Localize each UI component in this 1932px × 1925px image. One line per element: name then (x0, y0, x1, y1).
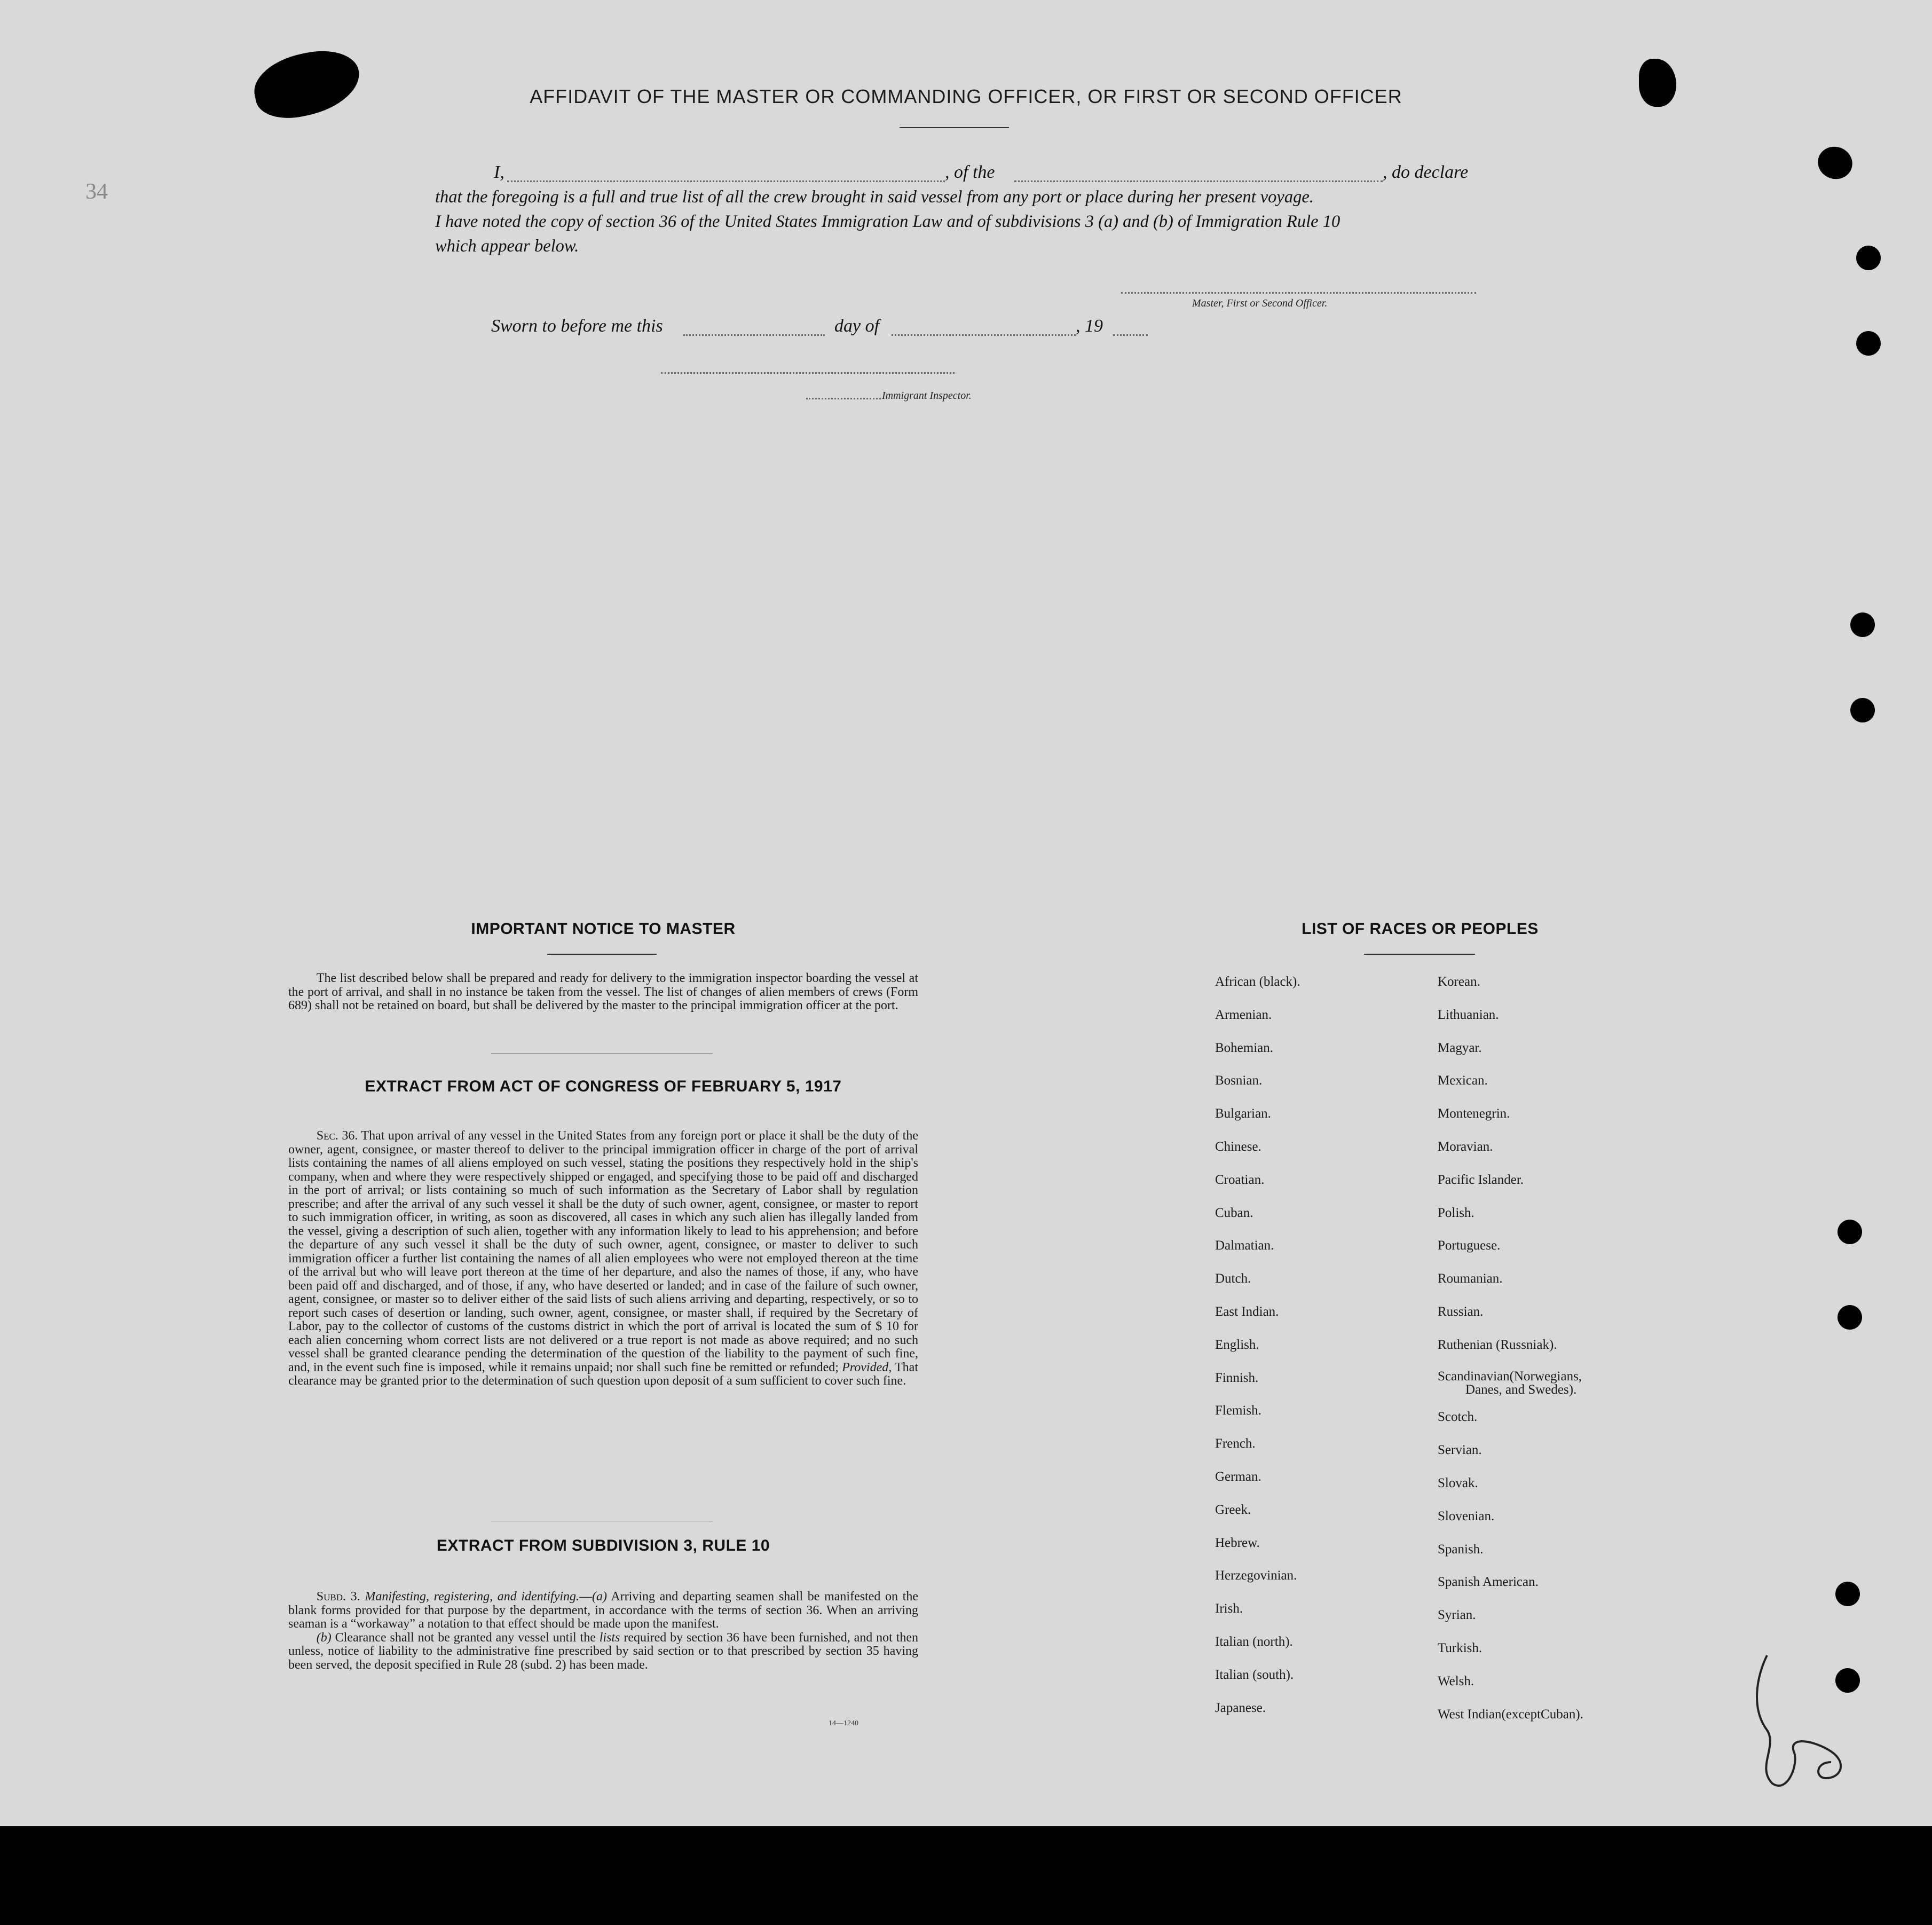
race-item: Turkish. (1438, 1641, 1482, 1655)
race-item: Bulgarian. (1215, 1106, 1271, 1121)
declaration-line-2: that the foregoing is a full and true list of all the crew brought in said vessel from any port or place during her present voyage. (435, 187, 1314, 207)
extract-rule-title: EXTRACT FROM SUBDIVISION 3, RULE 10 (436, 1537, 770, 1554)
do-declare-label: , do declare (1383, 162, 1469, 182)
punch-hole (1856, 246, 1881, 270)
race-item: Pacific Islander. (1438, 1172, 1524, 1187)
sworn-label: Sworn to before me this (491, 316, 663, 336)
race-item: Greek. (1215, 1502, 1251, 1517)
race-item: Dutch. (1215, 1271, 1251, 1286)
race-item: Ruthenian (Russniak). (1438, 1337, 1557, 1352)
race-item: Spanish American. (1438, 1575, 1539, 1590)
section-36-text: That upon arrival of any vessel in the United States from any foreign port or place it shall be the duty of the owner, agent, consignee, or master thereof to deliver to the principal immigration officer in charge of the port of arrival lists containing the names of all aliens employed on such vessel, stating the positions they respectively hold in the ship's company, when and where they were respectively shipped or engaged, and specifying those to be paid off and discharged in the port of arrival; or lists containing so much of such information as the Secretary of Labor shall by regulation prescribe; and after the arrival of any such vessel it shall be the duty of such owner, agent, consignee, or master to report to such immigration officer, in writing, as soon as discovered, all cases in which any such alien has illegally landed from the vessel, giving a description of such alien, together with any information likely to lead to his apprehension; and before the departure of any such vessel it shall be the duty of such owner, agent, consignee, or master to deliver to such immigration officer a further list containing the names of all alien employees who were not employed thereon at the time of the arrival but who will leave port thereon at the time of her departure, and also the names of those, if any, who have been paid off and discharged, and of those, if any, who have deserted or landed; and in case of the failure of such owner, agent, consignee, or master so to deliver either of the said lists of such aliens arriving and departing, respectively, or so to report such cases of desertion or landing, such owner, agent, consignee, or master shall, if required by the Secretary of Labor, pay to the collector of customs of the customs district in which the port of arrival is located the sum of $ 10 for each alien concerning whom correct lists are not delivered or a true report is not made as above required; and no such vessel shall be granted clearance pending the determination of the question of the liability to the payment of such fine, and, in the event such fine is imposed, while it remains unpaid; nor shall such fine be remitted or refunded; (288, 1129, 918, 1374)
subd-a-paragraph: Subd. 3. Manifesting, registering, and identifying.—(a) Arriving and departing seamen shall be manifested on the blank forms provided for that purpose by the department, in accordance with the terms of section 36. When an arriving seaman is a “workaway” a notation to that effect should be made upon the manifest. (288, 1590, 919, 1631)
race-item: Roumanian. (1438, 1271, 1503, 1286)
race-item: Japanese. (1215, 1700, 1266, 1715)
race-item: Magyar. (1438, 1040, 1482, 1055)
races-rule (1364, 954, 1475, 955)
race-item: Lithuanian. (1438, 1007, 1499, 1022)
margin-mark: 34 (85, 179, 108, 204)
form-number: 14—1240 (829, 1719, 858, 1727)
race-item: Dalmatian. (1215, 1238, 1274, 1253)
race-item: Spanish. (1438, 1542, 1484, 1557)
officer-caption: Master, First or Second Officer. (1192, 297, 1328, 309)
provided-label: Provided, (842, 1360, 892, 1374)
year-label: , 19 (1076, 316, 1103, 336)
punch-hole (1838, 1305, 1862, 1330)
race-item: Bosnian. (1215, 1073, 1263, 1088)
inspector-caption: Immigrant Inspector. (882, 390, 972, 402)
race-item: Welsh. (1438, 1673, 1474, 1688)
subd-a-label: (a) (592, 1590, 608, 1604)
subd-b-text-1: Clearance shall not be granted any vessel until the (335, 1630, 596, 1645)
vessel-field[interactable] (1014, 180, 1383, 182)
race-item: Hebrew. (1215, 1535, 1260, 1550)
race-item: Italian (north). (1215, 1635, 1293, 1649)
race-item: Portuguese. (1438, 1238, 1501, 1253)
subd-b-label: (b) (316, 1630, 332, 1645)
subd-b-paragraph (288, 1631, 918, 1672)
sec-label: Sec. 36. (316, 1129, 358, 1143)
race-item: Irish. (1215, 1601, 1243, 1616)
affidavit-title: AFFIDAVIT OF THE MASTER OR COMMANDING OFFICER, OR FIRST OR SECOND OFFICER (530, 85, 1402, 107)
race-item: Finnish. (1215, 1370, 1259, 1385)
notice-paragraph: The list described below shall be prepared and ready for delivery to the immigration inspector boarding the vessel at the port of arrival, and shall in no instance be taken from the vessel. The list of changes of alien members of crews (Form 689) shall not be retained on board, but shall be delivered by the master to the principal immigration officer at the port. (288, 971, 918, 1012)
day-of-label: day of (834, 316, 880, 336)
inspector-signature-field[interactable] (661, 372, 955, 374)
handwritten-mark (1735, 1645, 1868, 1805)
notice-rule (547, 954, 657, 955)
name-field[interactable] (507, 180, 945, 182)
subd-heading: Manifesting, registering, and identifying. (365, 1590, 580, 1604)
race-item: Moravian. (1438, 1140, 1493, 1154)
section-36-text-end: That clearance may be granted prior to the determination of such question upon deposit of a sum sufficient to cover such fine. (288, 1360, 918, 1388)
punch-hole (1856, 331, 1881, 356)
race-item-scandinavian (1438, 1370, 1582, 1396)
race-item: Russian. (1438, 1305, 1484, 1319)
declaration-line-4: which appear below. (435, 237, 579, 256)
sworn-month-field[interactable] (892, 334, 1076, 336)
race-item: Polish. (1438, 1205, 1474, 1220)
section-36-paragraph (288, 1129, 918, 1388)
race-item: Servian. (1438, 1443, 1482, 1458)
inspector-signature-field-short[interactable] (806, 398, 881, 399)
race-item: Korean. (1438, 975, 1480, 989)
race-item: Croatian. (1215, 1172, 1265, 1187)
punch-hole (1838, 1220, 1862, 1244)
punch-hole (1835, 1582, 1860, 1606)
race-item: Scotch. (1438, 1410, 1478, 1425)
notice-text (288, 972, 918, 1013)
ink-blot (248, 43, 366, 125)
race-item: East Indian. (1215, 1305, 1279, 1319)
race-item: Armenian. (1215, 1007, 1272, 1022)
race-item: Slovenian. (1438, 1508, 1495, 1523)
race-item: Herzegovinian. (1215, 1568, 1297, 1583)
subd-b-lists: lists (599, 1630, 620, 1645)
officer-signature-field[interactable] (1121, 292, 1476, 294)
extract-rule-text (288, 1590, 918, 1672)
notice-title: IMPORTANT NOTICE TO MASTER (471, 920, 736, 938)
title-rule (900, 127, 1009, 128)
race-item: English. (1215, 1337, 1259, 1352)
race-item: Montenegrin. (1438, 1106, 1510, 1121)
race-item: Italian (south). (1215, 1667, 1294, 1682)
race-item: Slovak. (1438, 1476, 1478, 1490)
subd-a-text: Arriving and departing seamen shall be manifested on the blank forms provided for that purpose by the department, in accordance with the terms of section 36. When an arriving seaman is a “workaway” a notation to that effect should be made upon the manifest. (288, 1590, 919, 1631)
races-title: LIST OF RACES OR PEOPLES (1302, 920, 1539, 938)
declaration-line-3: I have noted the copy of section 36 of the United States Immigration Law and of subdivisions 3 (a) and (b) of Immigration Rule 10 (435, 212, 1340, 231)
race-item: African (black). (1215, 975, 1300, 989)
race-item: Syrian. (1438, 1608, 1476, 1623)
race-item: French. (1215, 1436, 1256, 1451)
sworn-day-field[interactable] (683, 334, 825, 336)
sworn-year-field[interactable] (1113, 334, 1148, 336)
race-item: Bohemian. (1215, 1040, 1274, 1055)
race-item-line: Danes, and Swedes). (1465, 1382, 1577, 1397)
race-item: Cuban. (1215, 1205, 1253, 1220)
race-item: German. (1215, 1470, 1261, 1484)
paper-tear (1813, 142, 1857, 184)
subd-b-text-2: required by section 36 have been furnished, and not then unless, notice of liability to the administrative fine prescribed by said section or to that prescribed by section 35 having been served, the deposit specified in Rule 28 (subd. 2) has been made. (288, 1630, 919, 1672)
race-item: Flemish. (1215, 1403, 1261, 1418)
extract-act-text (288, 1129, 918, 1388)
race-item: Mexican. (1438, 1073, 1488, 1088)
race-item: West Indian(exceptCuban). (1438, 1707, 1583, 1722)
punch-hole (1850, 698, 1875, 722)
race-item: Chinese. (1215, 1140, 1261, 1154)
punch-hole (1850, 612, 1875, 637)
extract-act-title: EXTRACT FROM ACT OF CONGRESS OF FEBRUARY 5, 1917 (365, 1078, 842, 1095)
of-the-label: , of the (945, 162, 995, 182)
scan-border (0, 1826, 1932, 1925)
race-item-line: Scandinavian(Norwegians, (1438, 1369, 1582, 1384)
subd-label: Subd. 3. (316, 1590, 360, 1604)
i-label: I, (494, 162, 504, 182)
